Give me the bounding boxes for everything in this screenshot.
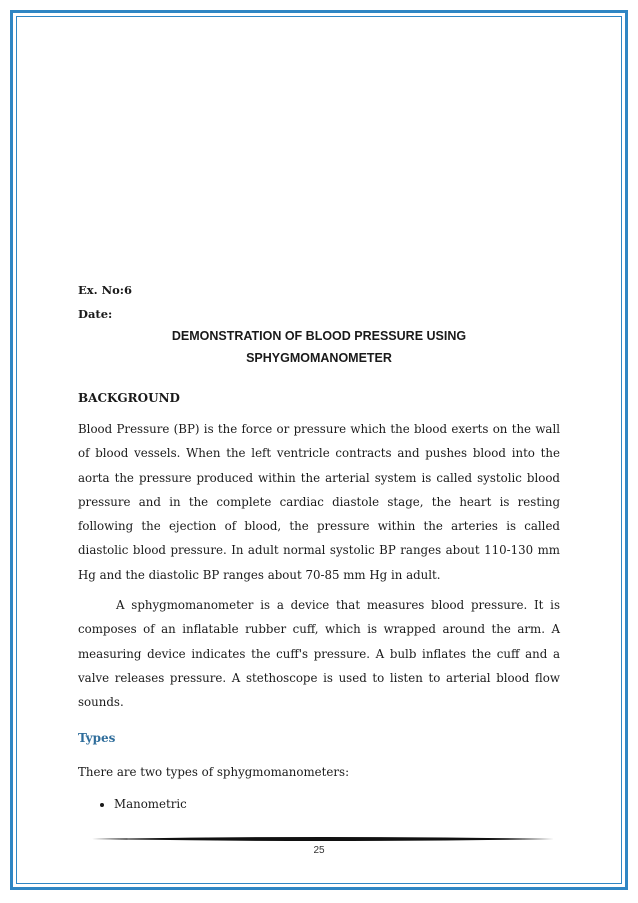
list-item: • Manometric (114, 795, 560, 813)
types-list (78, 795, 560, 813)
background-paragraph-2: A sphygmomanometer is a device that measures blood pressure. It is composes of an inflatable rubber cuff, which is wrapped around the arm. A measuring device indicates the cuff's pressure. A bulb inflates the cuff and a valve releases pressure. A stethoscope is used to listen to arterial blood flow sounds. (78, 598, 560, 710)
title-line-2: SPHYGMOMANOMETER (246, 351, 392, 365)
background-paragraph-1: Blood Pressure (BP) is the force or pressure which the blood exerts on the wall of blood vessels. When the left ventricle contracts and pushes blood into the aorta the pressure produced within the arterial system is called systolic blood pressure and in the complete cardiac diastole stage, the heart is resting following the ejection of blood, the pressure within the arteries is called diastolic blood pressure. In adult normal systolic BP ranges about 110-130 mm Hg and the diastolic BP ranges about 70-85 mm Hg in adult. (78, 422, 560, 582)
types-heading: Types (78, 730, 116, 745)
footer-divider (92, 835, 554, 843)
types-intro: There are two types of sphygmomanometers: (78, 764, 350, 779)
exercise-number: Ex. No:6 (78, 283, 133, 297)
date-label: Date: (78, 307, 113, 321)
background-heading: BACKGROUND (78, 391, 180, 405)
title-line-1: DEMONSTRATION OF BLOOD PRESSURE USING (171, 329, 467, 343)
page-number: 25 (313, 845, 325, 856)
page-title (78, 325, 560, 369)
document-body (78, 282, 560, 813)
